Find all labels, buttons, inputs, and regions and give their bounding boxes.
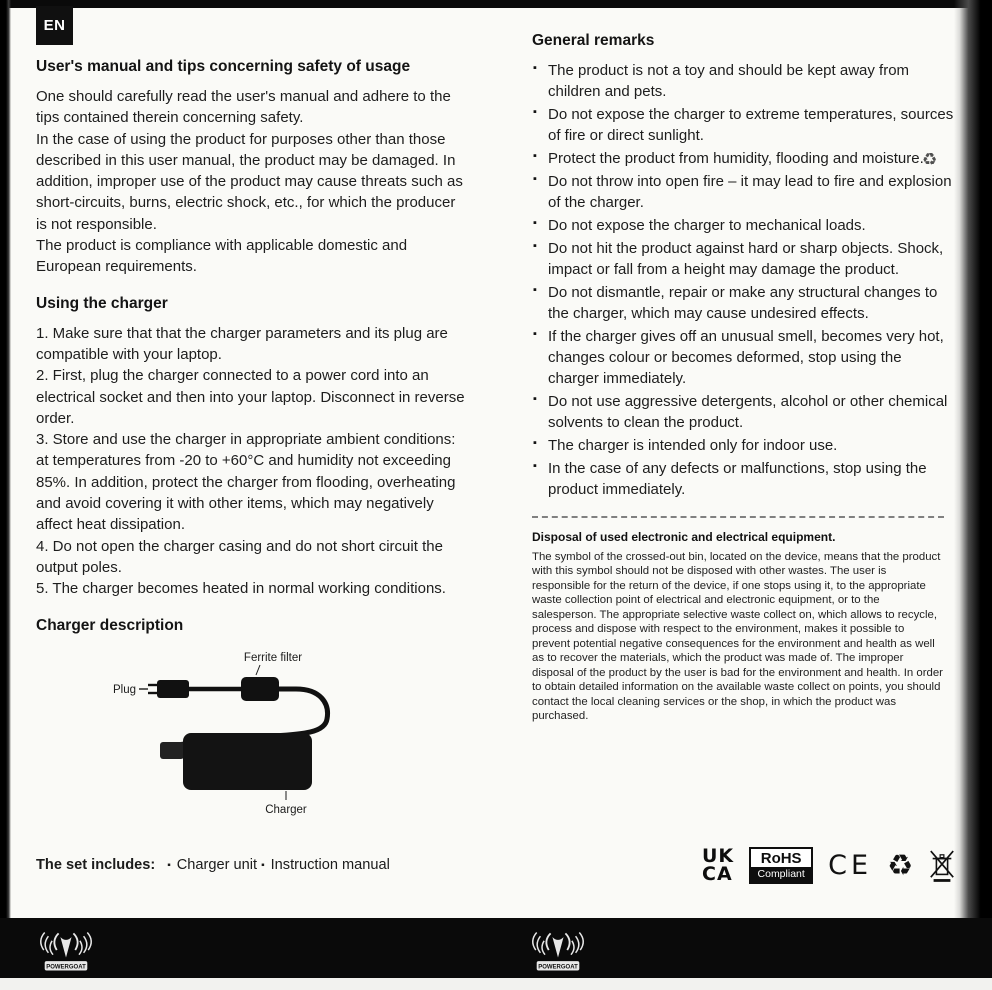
using-step: 4. Do not open the charger casing and do not short circuit the output poles. [36,537,443,576]
square-bullet-icon [257,857,271,873]
remark-item: ▪ Do not dismantle, repair or make any structural changes to the charger, which may cause undesired effects. [532,282,954,324]
remark-item: ▪ If the charger gives off an unusual smell, becomes very hot, changes colour or becomes deformed, stop using the charger immediately. [532,326,954,389]
weee-crossed-bin-icon [928,848,956,884]
top-edge-bar [0,0,992,8]
plug-label: Plug [112,683,136,696]
ce-mark: CE [828,850,873,881]
powergoat-logo [36,926,96,976]
charger-diagram [36,645,468,828]
safety-paragraph: One should carefully read the user's manual and adhere to the tips contained therein concerning safety. [36,88,451,127]
safety-paragraph: The product is compliance with applicable domestic and European requirements. [36,237,408,276]
using-step: 5. The charger becomes heated in normal working conditions. [36,580,446,598]
using-step: 3. Store and use the charger in appropriate ambient conditions: at temperatures from -20 to +60°C and humidity not exceeding 85%. In addition, protect the charger from flooding, overheating and avoid covering it with other items, which may negatively affect heat dissipation. [36,431,456,534]
using-step: 2. First, plug the charger connected to a power cord into an electrical socket and then into your laptop. Disconnect in reverse order. [36,367,465,427]
connector-shape [160,742,184,759]
set-includes-label: The set includes: [36,857,156,873]
certification-marks [702,847,956,884]
charger-shape [183,733,312,790]
language-badge: EN [36,6,73,45]
remark-item: ▪ Protect the product from humidity, flooding and moisture. [532,148,954,169]
set-includes-item: Instruction manual [270,857,390,873]
powergoat-logo [528,926,588,976]
right-edge-bar [954,0,992,990]
plug-shape [157,680,189,698]
description-heading: Charger description [36,616,184,634]
using-heading: Using the charger [36,294,168,312]
ukca-mark [702,845,735,885]
remark-item: ▪ Do not throw into open fire – it may lead to fire and explosion of the charger. [532,171,954,213]
charger-diagram-drawing [36,645,476,823]
charger-label: Charger [265,803,307,816]
right-column [532,32,954,724]
remark-item: ▪ In the case of any defects or malfunctions, stop using the product immediately. [532,458,954,500]
footer-band [0,918,992,978]
disposal-heading: Disposal of used electronic and electrical equipment. [532,530,836,544]
ferrite-filter-label: Ferrite filter [243,651,303,664]
rohs-subtitle: Compliant [751,867,811,882]
rohs-title: RoHS [760,850,802,867]
recycle-icon: ♻ [887,848,914,882]
remark-item: ▪ Do not expose the charger to extreme temperatures, sources of fire or direct sunlight. [532,104,954,146]
left-edge-bar [0,0,11,990]
ukca-line1: UK [702,845,735,868]
set-includes-line [36,857,390,873]
safety-heading: User's manual and tips concerning safety of usage [36,58,411,75]
rohs-mark [749,847,813,884]
using-step: 1. Make sure that that the charger parameters and its plug are compatible with your laptop. [36,324,448,363]
dashed-divider [532,516,944,518]
disposal-paragraph: The symbol of the crossed-out bin, located on the device, means that the product with this symbol should not be disposed with other wastes. The user is responsible for the return of the device, if one stops using it, to the appropriate waste collection point of electrical and electronic equipment, or to the salesperson. The appropriate selective waste collect on, which allows to recycle, process and dispose with respect to the environment, makes it possible to prevent potential negative consequences for the environment and health as well as to recover the materials, which the product was made of. The improper disposal of the product by the user is bad for the environment and health. In order to obtain detailed information on the available waste collect on points, you should contact the local cleaning services or the shop, in which the product was purchased. [532,551,943,723]
remark-item: ▪ The product is not a toy and should be kept away from children and pets. [532,60,954,102]
ukca-line2: CA [702,862,733,885]
remark-item: ▪ Do not use aggressive detergents, alcohol or other chemical solvents to clean the product. [532,391,954,433]
remark-item: ▪ Do not expose the charger to mechanical loads. [532,215,954,236]
set-includes-item: Charger unit [176,857,258,873]
safety-paragraph: In the case of using the product for purposes other than those described in this user manual, the product may be damaged. In addition, improper use of the product may cause threats such as short-circuits, burns, electric shock, etc., for which the producer is not responsible. [36,130,463,233]
ferrite-filter-shape [241,677,279,701]
square-bullet-icon [163,857,177,873]
margin-recycle-icon: ♻ [922,150,938,170]
left-column [36,58,468,828]
remark-item: ▪ Do not hit the product against hard or sharp objects. Shock, impact or fall from a height may damage the product. [532,238,954,280]
remarks-heading: General remarks [532,32,655,49]
svg-text:POWERGOAT: POWERGOAT [46,964,86,971]
remark-item: ▪ The charger is intended only for indoor use. [532,435,954,456]
bottom-margin [0,978,992,990]
svg-text:POWERGOAT: POWERGOAT [538,964,578,971]
